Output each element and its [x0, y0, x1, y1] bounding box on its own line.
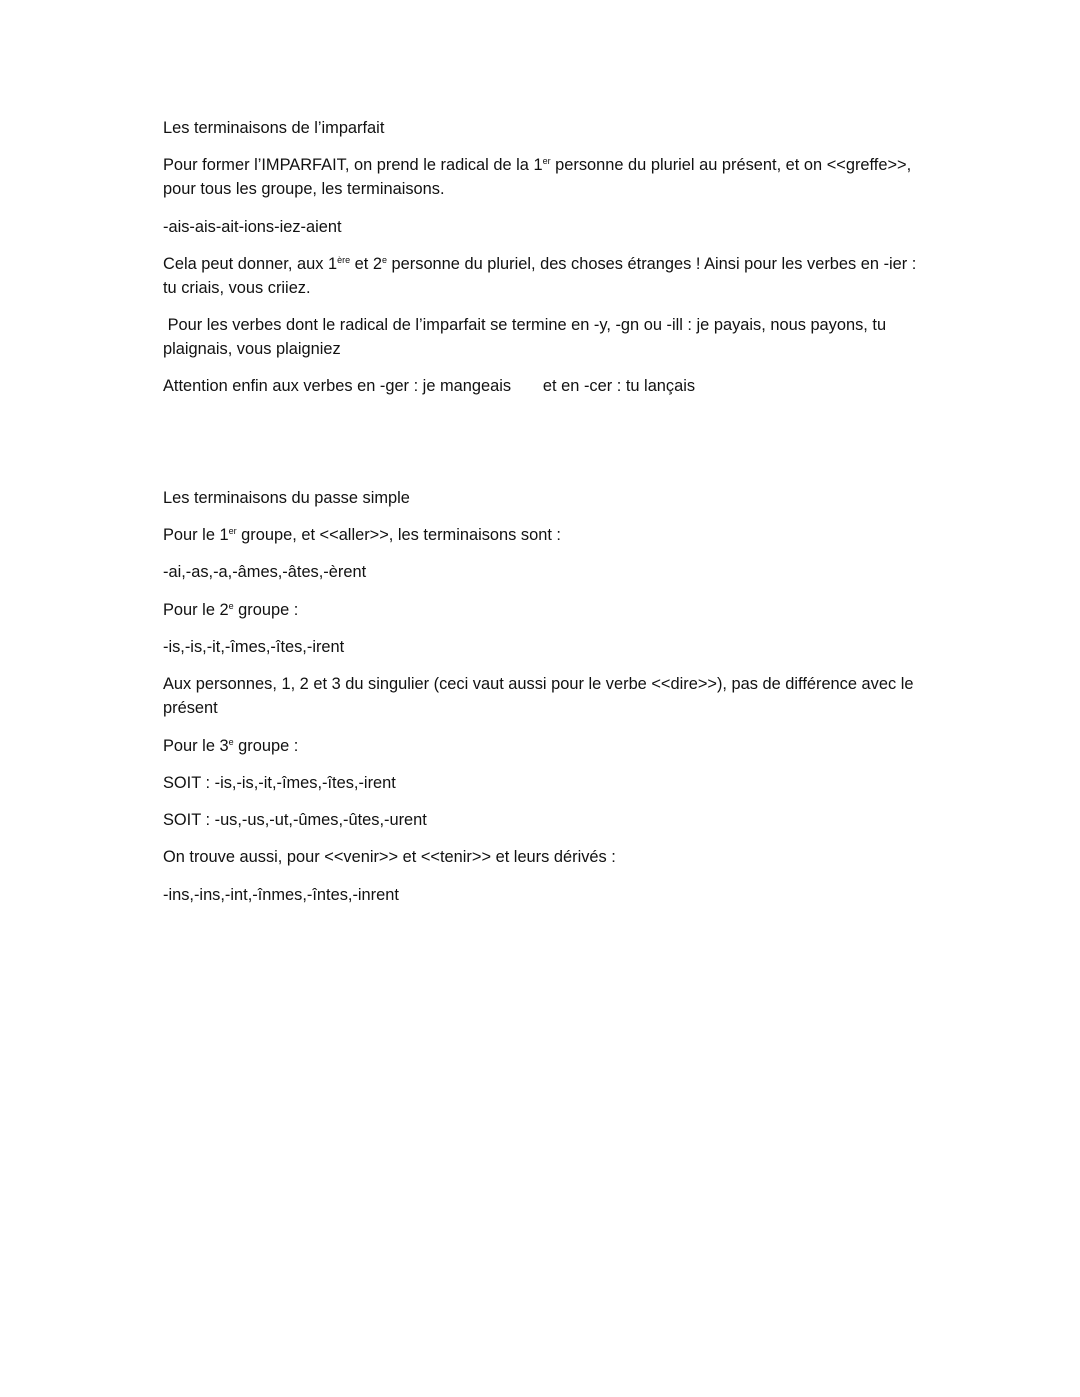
venir-tenir-endings: -ins,-ins,-int,-înmes,-întes,-inrent: [163, 885, 399, 904]
superscript: ère: [337, 254, 351, 265]
imparfait-endings: -ais-ais-ait-ions-iez-aient: [163, 217, 342, 236]
venir-tenir-line: On trouve aussi, pour <<venir>> et <<tenir>> et leurs dérivés :: [163, 848, 616, 867]
text-run: groupe :: [233, 736, 299, 755]
text-run: Pour le 2: [163, 600, 229, 619]
superscript: er: [228, 526, 237, 537]
imparfait-paragraph-ier: [163, 252, 923, 300]
text-run: Pour le 1: [163, 526, 229, 545]
section-spacer: [163, 412, 923, 486]
imparfait-title: Les terminaisons de l’imparfait: [163, 119, 385, 137]
group2-heading: [163, 598, 923, 622]
group3-soit-us: SOIT : -us,-us,-ut,-ûmes,-ûtes,-urent: [163, 811, 427, 830]
superscript: er: [542, 156, 551, 167]
text-run: groupe :: [233, 600, 299, 619]
document-page: [163, 116, 923, 920]
group3-soit-is: SOIT : -is,-is,-it,-îmes,-îtes,-irent: [163, 773, 396, 792]
passe-simple-title: Les terminaisons du passe simple: [163, 488, 410, 507]
superscript: e: [228, 600, 234, 611]
imparfait-paragraph-ger-cer: Attention enfin aux verbes en -ger : je mangeais et en -cer : tu lançais: [163, 377, 696, 396]
text-run: personne du pluriel, des choses étranges ! Ainsi pour les verbes en -ier : tu criais, vous criiez.: [163, 254, 921, 297]
group2-note: Aux personnes, 1, 2 et 3 du singulier (ceci vaut aussi pour le verbe <<dire>>), pas de différence avec le présent: [163, 675, 919, 718]
text-run: Pour former l’IMPARFAIT, on prend le radical de la 1: [163, 156, 543, 175]
text-run: groupe, et <<aller>>, les terminaisons sont :: [236, 526, 561, 545]
group1-endings: -ai,-as,-a,-âmes,-âtes,-èrent: [163, 563, 367, 582]
text-run: Cela peut donner, aux 1: [163, 254, 338, 273]
group2-endings: -is,-is,-it,-îmes,-îtes,-irent: [163, 637, 345, 656]
imparfait-paragraph-y-gn-ill: Pour les verbes dont le radical de l’imparfait se termine en -y, -gn ou -ill : je payais, nous payons, tu plaignais, vous plaigniez: [163, 316, 891, 359]
text-run: Pour le 3: [163, 736, 229, 755]
group3-heading: [163, 734, 923, 758]
group1-heading: [163, 523, 923, 547]
superscript: e: [381, 254, 387, 265]
superscript: e: [228, 736, 234, 747]
text-run: et 2: [350, 254, 382, 273]
imparfait-paragraph-formation: [163, 153, 923, 201]
text-run: personne du pluriel au présent, et on <<greffe>>, pour tous les groupe, les terminaisons.: [163, 156, 916, 199]
